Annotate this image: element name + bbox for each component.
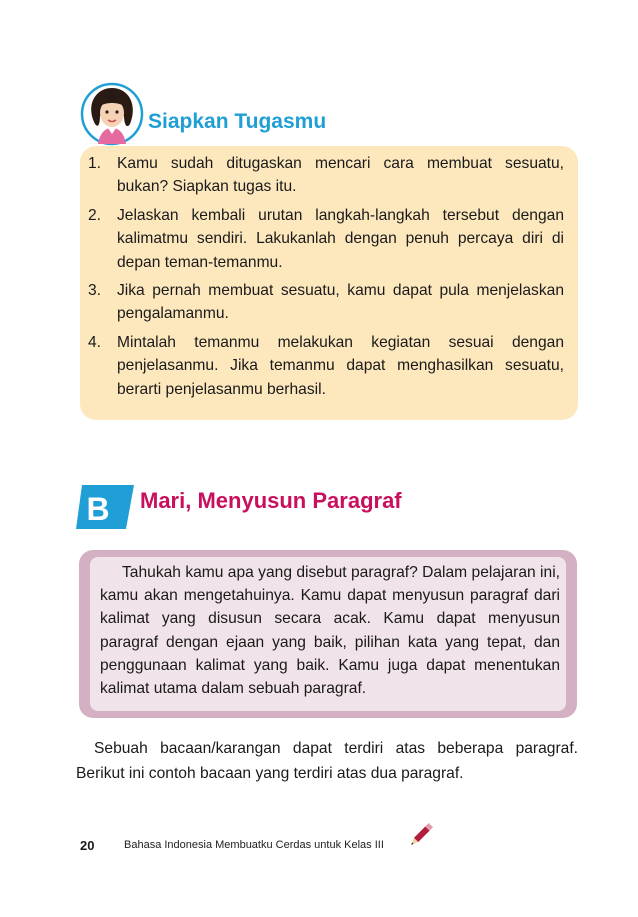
girl-avatar-icon bbox=[80, 82, 144, 146]
task-item bbox=[88, 331, 564, 401]
task-item-text: Kamu sudah ditugaskan mencari cara membuat sesuatu, bukan? Siapkan tugas itu. bbox=[117, 155, 564, 196]
task-item bbox=[88, 152, 564, 199]
section-title: Mari, Menyusun Paragraf bbox=[140, 488, 402, 513]
task-item-text: Jika pernah membuat sesuatu, kamu dapat pula menjelaskan pengalamanmu. bbox=[117, 282, 564, 323]
task-item-number: 2. bbox=[88, 206, 102, 224]
task-item bbox=[88, 279, 564, 326]
task-item-number: 1. bbox=[88, 155, 102, 172]
task-item-text: Mintalah temanmu melakukan kegiatan sesuai dengan penjelasanmu. Jika temanmu dapat menghasilkan sesuatu, berarti penjelasanmu berhasil. bbox=[117, 333, 564, 398]
page-number: 20 bbox=[80, 838, 95, 853]
book-title: Bahasa Indonesia Membuatku Cerdas untuk Kelas III bbox=[124, 839, 384, 851]
task-item-number: 3. bbox=[88, 282, 102, 300]
task-list bbox=[88, 152, 564, 406]
intro-text: Tahukah kamu apa yang disebut paragraf? Dalam pelajaran ini, kamu akan mengetahuinya. Kamu dapat menyusun paragraf dari kalimat yang disusun secara acak. Kamu dapat menyusun paragraf dengan ejaan yang baik, pilihan kata yang tepat, dan penggunaan kalimat yang baik. Kamu juga dapat menentukan kalimat utama dalam sebuah paragraf. bbox=[100, 564, 560, 698]
task-item bbox=[88, 204, 564, 274]
task-section-title: Siapkan Tugasmu bbox=[148, 110, 327, 133]
body-paragraph: Sebuah bacaan/karangan dapat terdiri atas beberapa paragraf. Berikut ini contoh bacaan yang terdiri atas dua paragraf. bbox=[76, 740, 578, 782]
pencil-icon bbox=[406, 820, 436, 850]
section-letter: B bbox=[86, 491, 110, 527]
section-badge bbox=[76, 485, 134, 529]
task-item-text: Jelaskan kembali urutan langkah-langkah tersebut dengan kalimatmu sendiri. Lakukanlah dengan penuh percaya diri di depan teman-temanmu. bbox=[117, 206, 564, 271]
task-item-number: 4. bbox=[88, 333, 102, 351]
